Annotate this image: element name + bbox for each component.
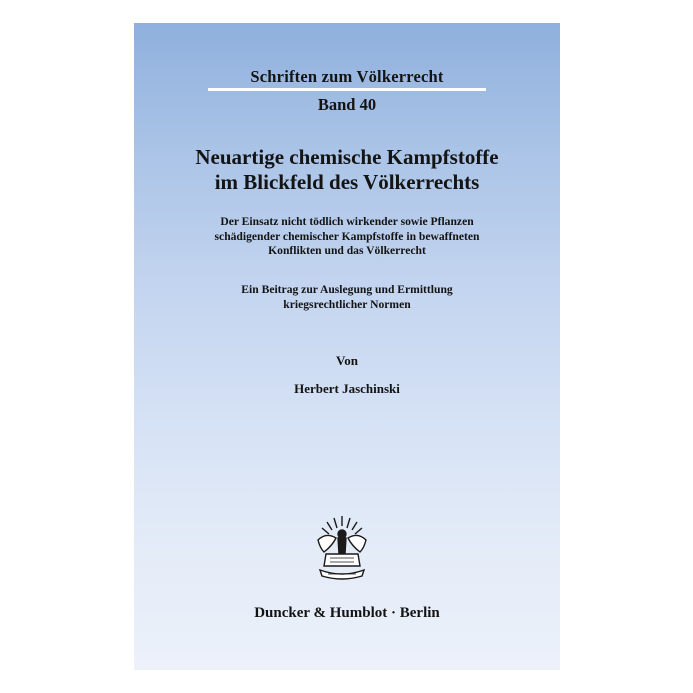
- author-name: Herbert Jaschinski: [294, 381, 400, 396]
- by-label: Von: [336, 353, 358, 368]
- title-line: Neuartige chemische Kampfstoffe: [195, 145, 499, 169]
- series-title: Schriften zum Völkerrecht: [250, 67, 444, 86]
- book-title: [134, 145, 560, 195]
- title-line: im Blickfeld des Völkerrechts: [214, 170, 480, 194]
- subtitle-line: Der Einsatz nicht tödlich wirkender sowie Pflanzen: [220, 215, 474, 228]
- book-cover: [134, 23, 560, 670]
- series-divider: [208, 88, 486, 91]
- subtitle-line: Konflikten und das Völkerrecht: [268, 244, 426, 257]
- publisher-seal-icon: [308, 510, 376, 582]
- subtitle-line: kriegsrechtlicher Normen: [283, 297, 411, 311]
- book-subtitle: [134, 215, 560, 259]
- publisher-name: Duncker & Humblot · Berlin: [254, 605, 440, 621]
- volume-number: Band 40: [317, 95, 377, 114]
- subtitle-line: Ein Beitrag zur Auslegung und Ermittlung: [241, 283, 453, 296]
- book-subtitle-2: [134, 283, 560, 312]
- subtitle-line: schädigender chemischer Kampfstoffe in bewaffneten: [214, 229, 480, 243]
